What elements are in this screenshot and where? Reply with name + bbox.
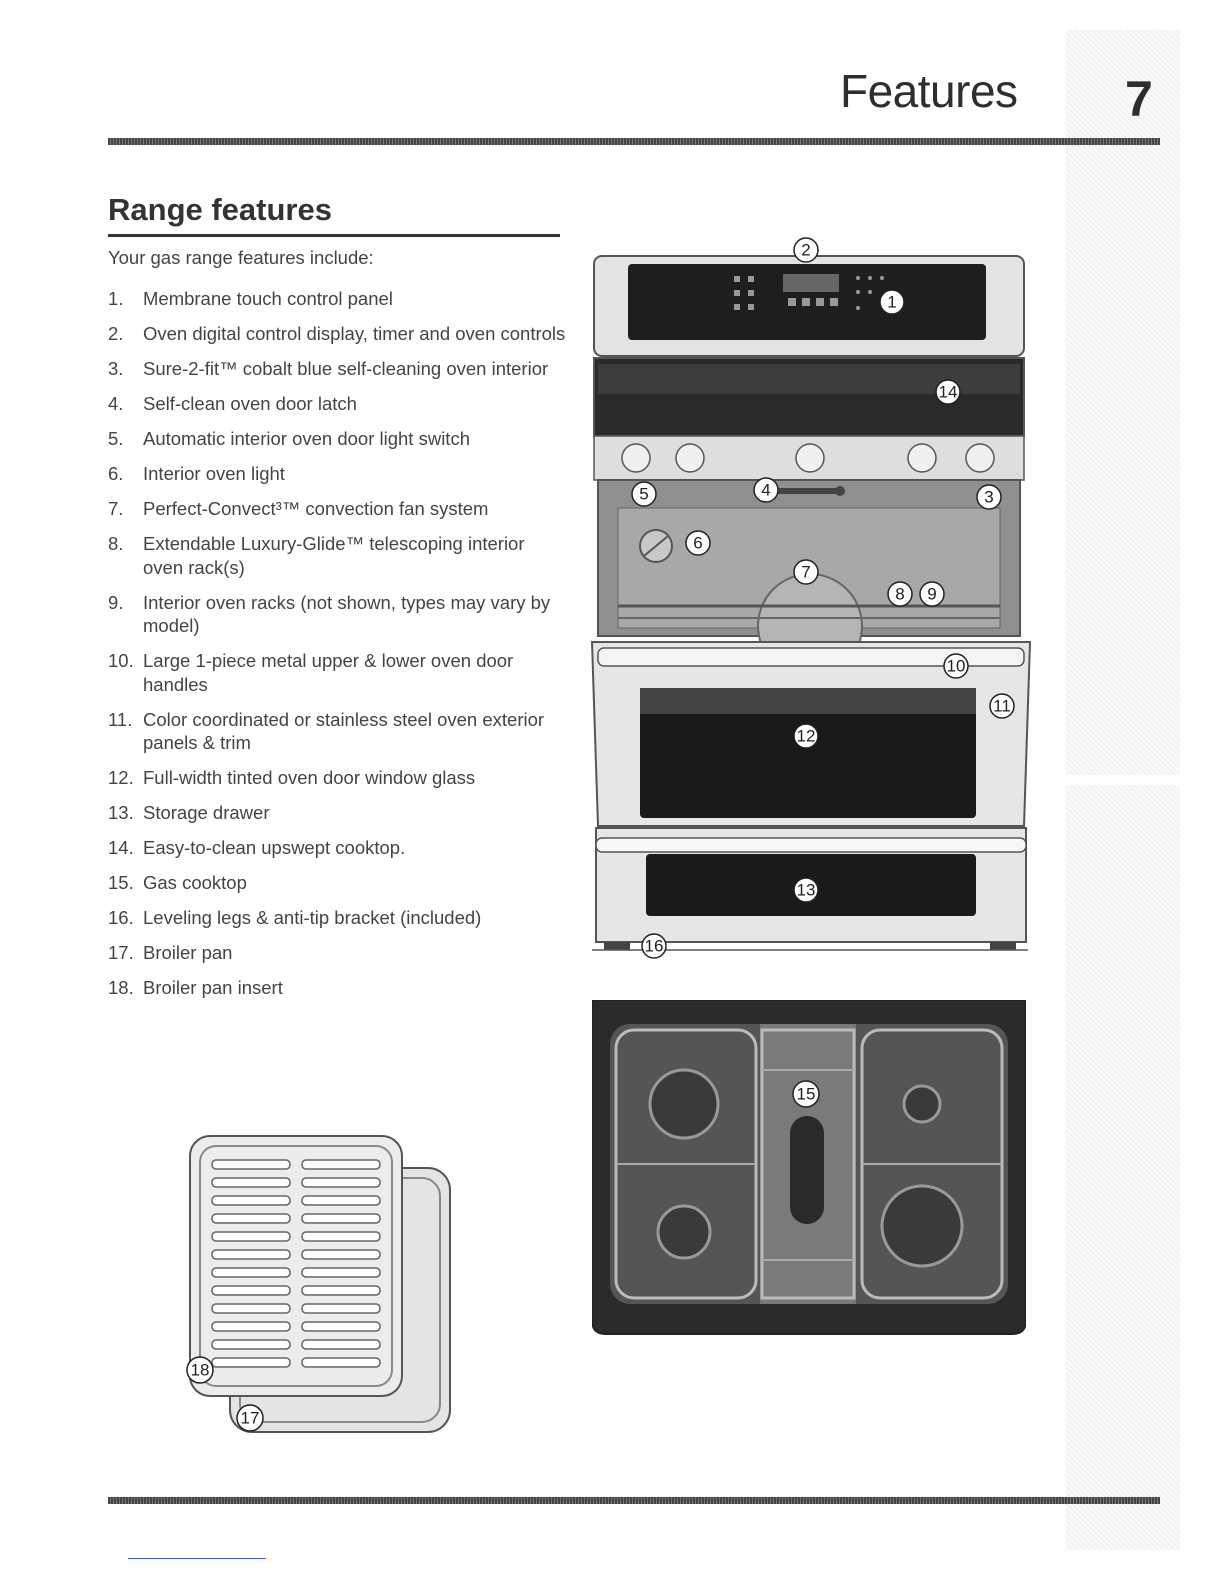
item-text: Storage drawer bbox=[143, 802, 270, 823]
item-number: 7. bbox=[108, 498, 124, 519]
list-item bbox=[108, 497, 568, 521]
callout-15: 15 bbox=[796, 1084, 816, 1104]
item-text: Automatic interior oven door light switch bbox=[143, 428, 470, 449]
item-text: Perfect-Convect³™ convection fan system bbox=[143, 498, 489, 519]
list-item bbox=[108, 941, 568, 965]
item-number: 18. bbox=[108, 977, 134, 998]
list-item bbox=[108, 427, 568, 451]
side-tab-shade bbox=[1066, 30, 1180, 1550]
callout-2: 2 bbox=[801, 240, 811, 260]
item-text: Color coordinated or stainless steel oven exterior panels & trim bbox=[143, 708, 545, 753]
item-text: Oven digital control display, timer and oven controls bbox=[143, 323, 566, 344]
item-text: Leveling legs & anti-tip bracket (included) bbox=[143, 907, 482, 928]
list-item bbox=[108, 766, 568, 790]
item-number: 8. bbox=[108, 533, 124, 554]
item-number: 11. bbox=[108, 708, 133, 730]
item-text: Broiler pan bbox=[143, 942, 233, 963]
item-number: 10. bbox=[108, 650, 134, 671]
item-text: Full-width tinted oven door window glass bbox=[143, 767, 476, 788]
item-number: 6. bbox=[108, 463, 124, 484]
callout-4: 4 bbox=[761, 480, 771, 500]
callout-9: 9 bbox=[927, 584, 937, 604]
list-item bbox=[108, 836, 568, 860]
callout-6: 6 bbox=[693, 533, 703, 553]
item-number: 13. bbox=[108, 802, 134, 823]
list-item bbox=[108, 976, 568, 1000]
list-item bbox=[108, 532, 568, 579]
callout-13: 13 bbox=[796, 880, 816, 900]
item-number: 9. bbox=[108, 591, 124, 613]
list-item bbox=[108, 357, 568, 381]
item-text: Self-clean oven door latch bbox=[143, 393, 357, 414]
callout-3: 3 bbox=[984, 487, 994, 507]
section-title: Range features bbox=[108, 192, 332, 227]
range-front-illustration bbox=[588, 236, 1034, 964]
item-text: Interior oven racks (not shown, types may vary by model) bbox=[143, 591, 551, 636]
intro-text: Your gas range features include: bbox=[108, 247, 374, 268]
item-number: 17. bbox=[108, 942, 134, 963]
item-text: Membrane touch control panel bbox=[143, 288, 393, 309]
item-number: 1. bbox=[108, 288, 124, 309]
callout-12: 12 bbox=[796, 726, 816, 746]
callout-14: 14 bbox=[938, 382, 958, 402]
item-number: 4. bbox=[108, 393, 124, 414]
list-item bbox=[108, 287, 568, 311]
item-number: 5. bbox=[108, 428, 124, 449]
callout-11: 11 bbox=[993, 696, 1011, 716]
page-header-title: Features bbox=[840, 65, 1018, 117]
callout-1: 1 bbox=[887, 292, 897, 312]
callout-7: 7 bbox=[801, 562, 811, 582]
side-tab-gap bbox=[1066, 775, 1180, 785]
item-text: Easy-to-clean upswept cooktop. bbox=[143, 837, 406, 858]
page-number: 7 bbox=[1125, 71, 1153, 127]
item-number: 3. bbox=[108, 358, 124, 379]
footer-link-underline bbox=[128, 1558, 266, 1559]
item-number: 2. bbox=[108, 323, 124, 344]
list-item bbox=[108, 462, 568, 486]
callout-10: 10 bbox=[946, 656, 966, 676]
callout-17: 17 bbox=[240, 1408, 260, 1428]
header-rule bbox=[108, 138, 1160, 145]
list-item bbox=[108, 591, 568, 638]
footer-rule bbox=[108, 1497, 1160, 1504]
list-item bbox=[108, 708, 568, 755]
callout-18: 18 bbox=[190, 1360, 210, 1380]
callout-16: 16 bbox=[644, 936, 664, 956]
callout-5: 5 bbox=[639, 484, 649, 504]
item-number: 16. bbox=[108, 907, 134, 928]
list-item bbox=[108, 649, 568, 696]
list-item bbox=[108, 322, 568, 346]
item-text: Broiler pan insert bbox=[143, 977, 283, 998]
list-item bbox=[108, 801, 568, 825]
callout-8: 8 bbox=[895, 584, 905, 604]
item-text: Sure-2-fit™ cobalt blue self-cleaning oven interior bbox=[143, 358, 549, 379]
list-item bbox=[108, 906, 568, 930]
features-list bbox=[108, 287, 568, 1011]
list-item bbox=[108, 871, 568, 895]
cooktop-illustration bbox=[592, 1000, 1026, 1336]
section-rule bbox=[108, 234, 560, 237]
item-text: Interior oven light bbox=[143, 463, 285, 484]
item-number: 14. bbox=[108, 837, 134, 858]
item-text: Large 1-piece metal upper & lower oven door handles bbox=[143, 650, 514, 695]
list-item bbox=[108, 392, 568, 416]
item-text: Extendable Luxury-Glide™ telescoping interior oven rack(s) bbox=[143, 533, 525, 578]
item-number: 15. bbox=[108, 872, 134, 893]
item-text: Gas cooktop bbox=[143, 872, 247, 893]
item-number: 12. bbox=[108, 767, 134, 788]
broiler-pan-illustration bbox=[176, 1130, 460, 1440]
